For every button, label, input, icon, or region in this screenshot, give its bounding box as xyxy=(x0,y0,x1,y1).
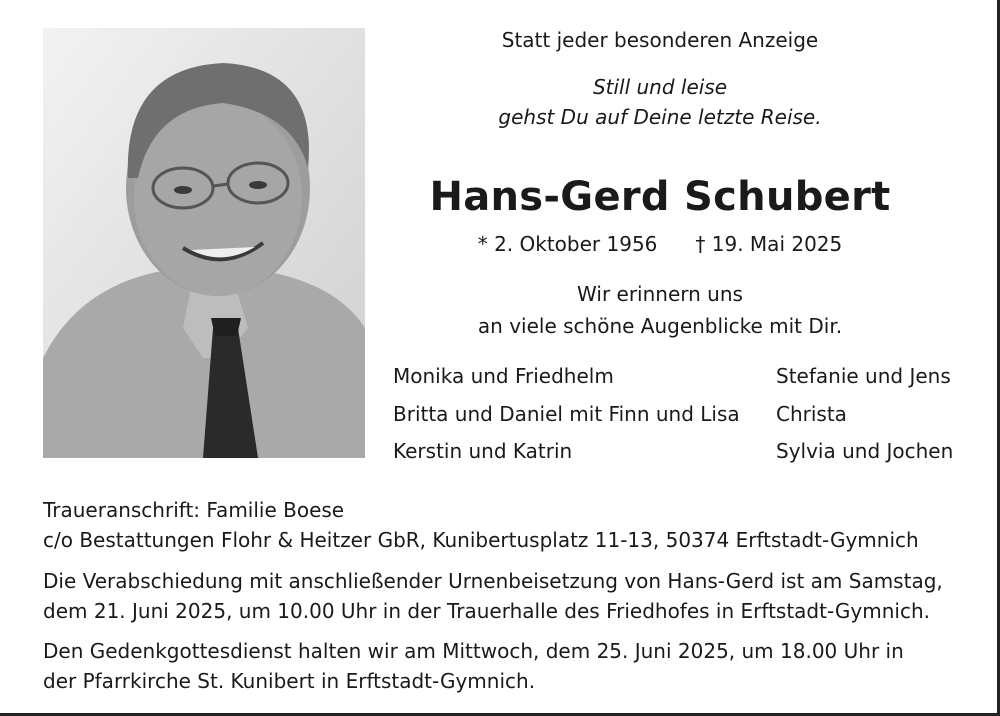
mourners-right-column xyxy=(776,358,953,471)
remembrance-line: an viele schöne Augenblicke mit Dir. xyxy=(477,314,843,338)
mourner-entry: Monika und Friedhelm xyxy=(393,364,614,388)
deceased-name: Hans-Gerd Schubert xyxy=(429,174,891,220)
address-line: Traueranschrift: Familie Boese xyxy=(43,498,345,522)
life-dates xyxy=(430,232,890,256)
death-date: † 19. Mai 2025 xyxy=(695,232,843,256)
mourning-address xyxy=(43,495,973,555)
mourner-entry: Stefanie und Jens xyxy=(776,364,951,388)
verse-line: gehst Du auf Deine letzte Reise. xyxy=(498,105,822,129)
memorial-service-info xyxy=(43,636,973,696)
portrait-photo xyxy=(43,28,365,458)
mourner-entry: Sylvia und Jochen xyxy=(776,439,954,463)
mourners-left-column xyxy=(393,358,740,471)
service-line: der Pfarrkirche St. Kunibert in Erftstadt-Gymnich. xyxy=(43,669,536,693)
farewell-info xyxy=(43,566,973,626)
remembrance-line: Wir erinnern uns xyxy=(577,282,743,306)
verse xyxy=(400,72,920,132)
mourner-entry: Britta und Daniel mit Finn und Lisa xyxy=(393,401,740,426)
farewell-line: dem 21. Juni 2025, um 10.00 Uhr in der Trauerhalle des Friedhofes in Erftstadt-Gymnich. xyxy=(43,599,930,623)
service-line: Den Gedenkgottesdienst halten wir am Mittwoch, dem 25. Juni 2025, um 18.00 Uhr in xyxy=(43,639,904,663)
remembrance-text xyxy=(400,278,920,342)
farewell-line: Die Verabschiedung mit anschließender Urnenbeisetzung von Hans-Gerd ist am Samstag, xyxy=(43,569,943,593)
notice-heading: Statt jeder besonderen Anzeige xyxy=(501,28,819,52)
address-line: c/o Bestattungen Flohr & Heitzer GbR, Kunibertusplatz 11-13, 50374 Erftstadt-Gymnich xyxy=(43,528,919,552)
verse-line: Still und leise xyxy=(592,75,728,99)
mourner-entry: Kerstin und Katrin xyxy=(393,439,573,463)
mourner-entry: Christa xyxy=(776,401,847,426)
birth-date: * 2. Oktober 1956 xyxy=(477,232,658,256)
